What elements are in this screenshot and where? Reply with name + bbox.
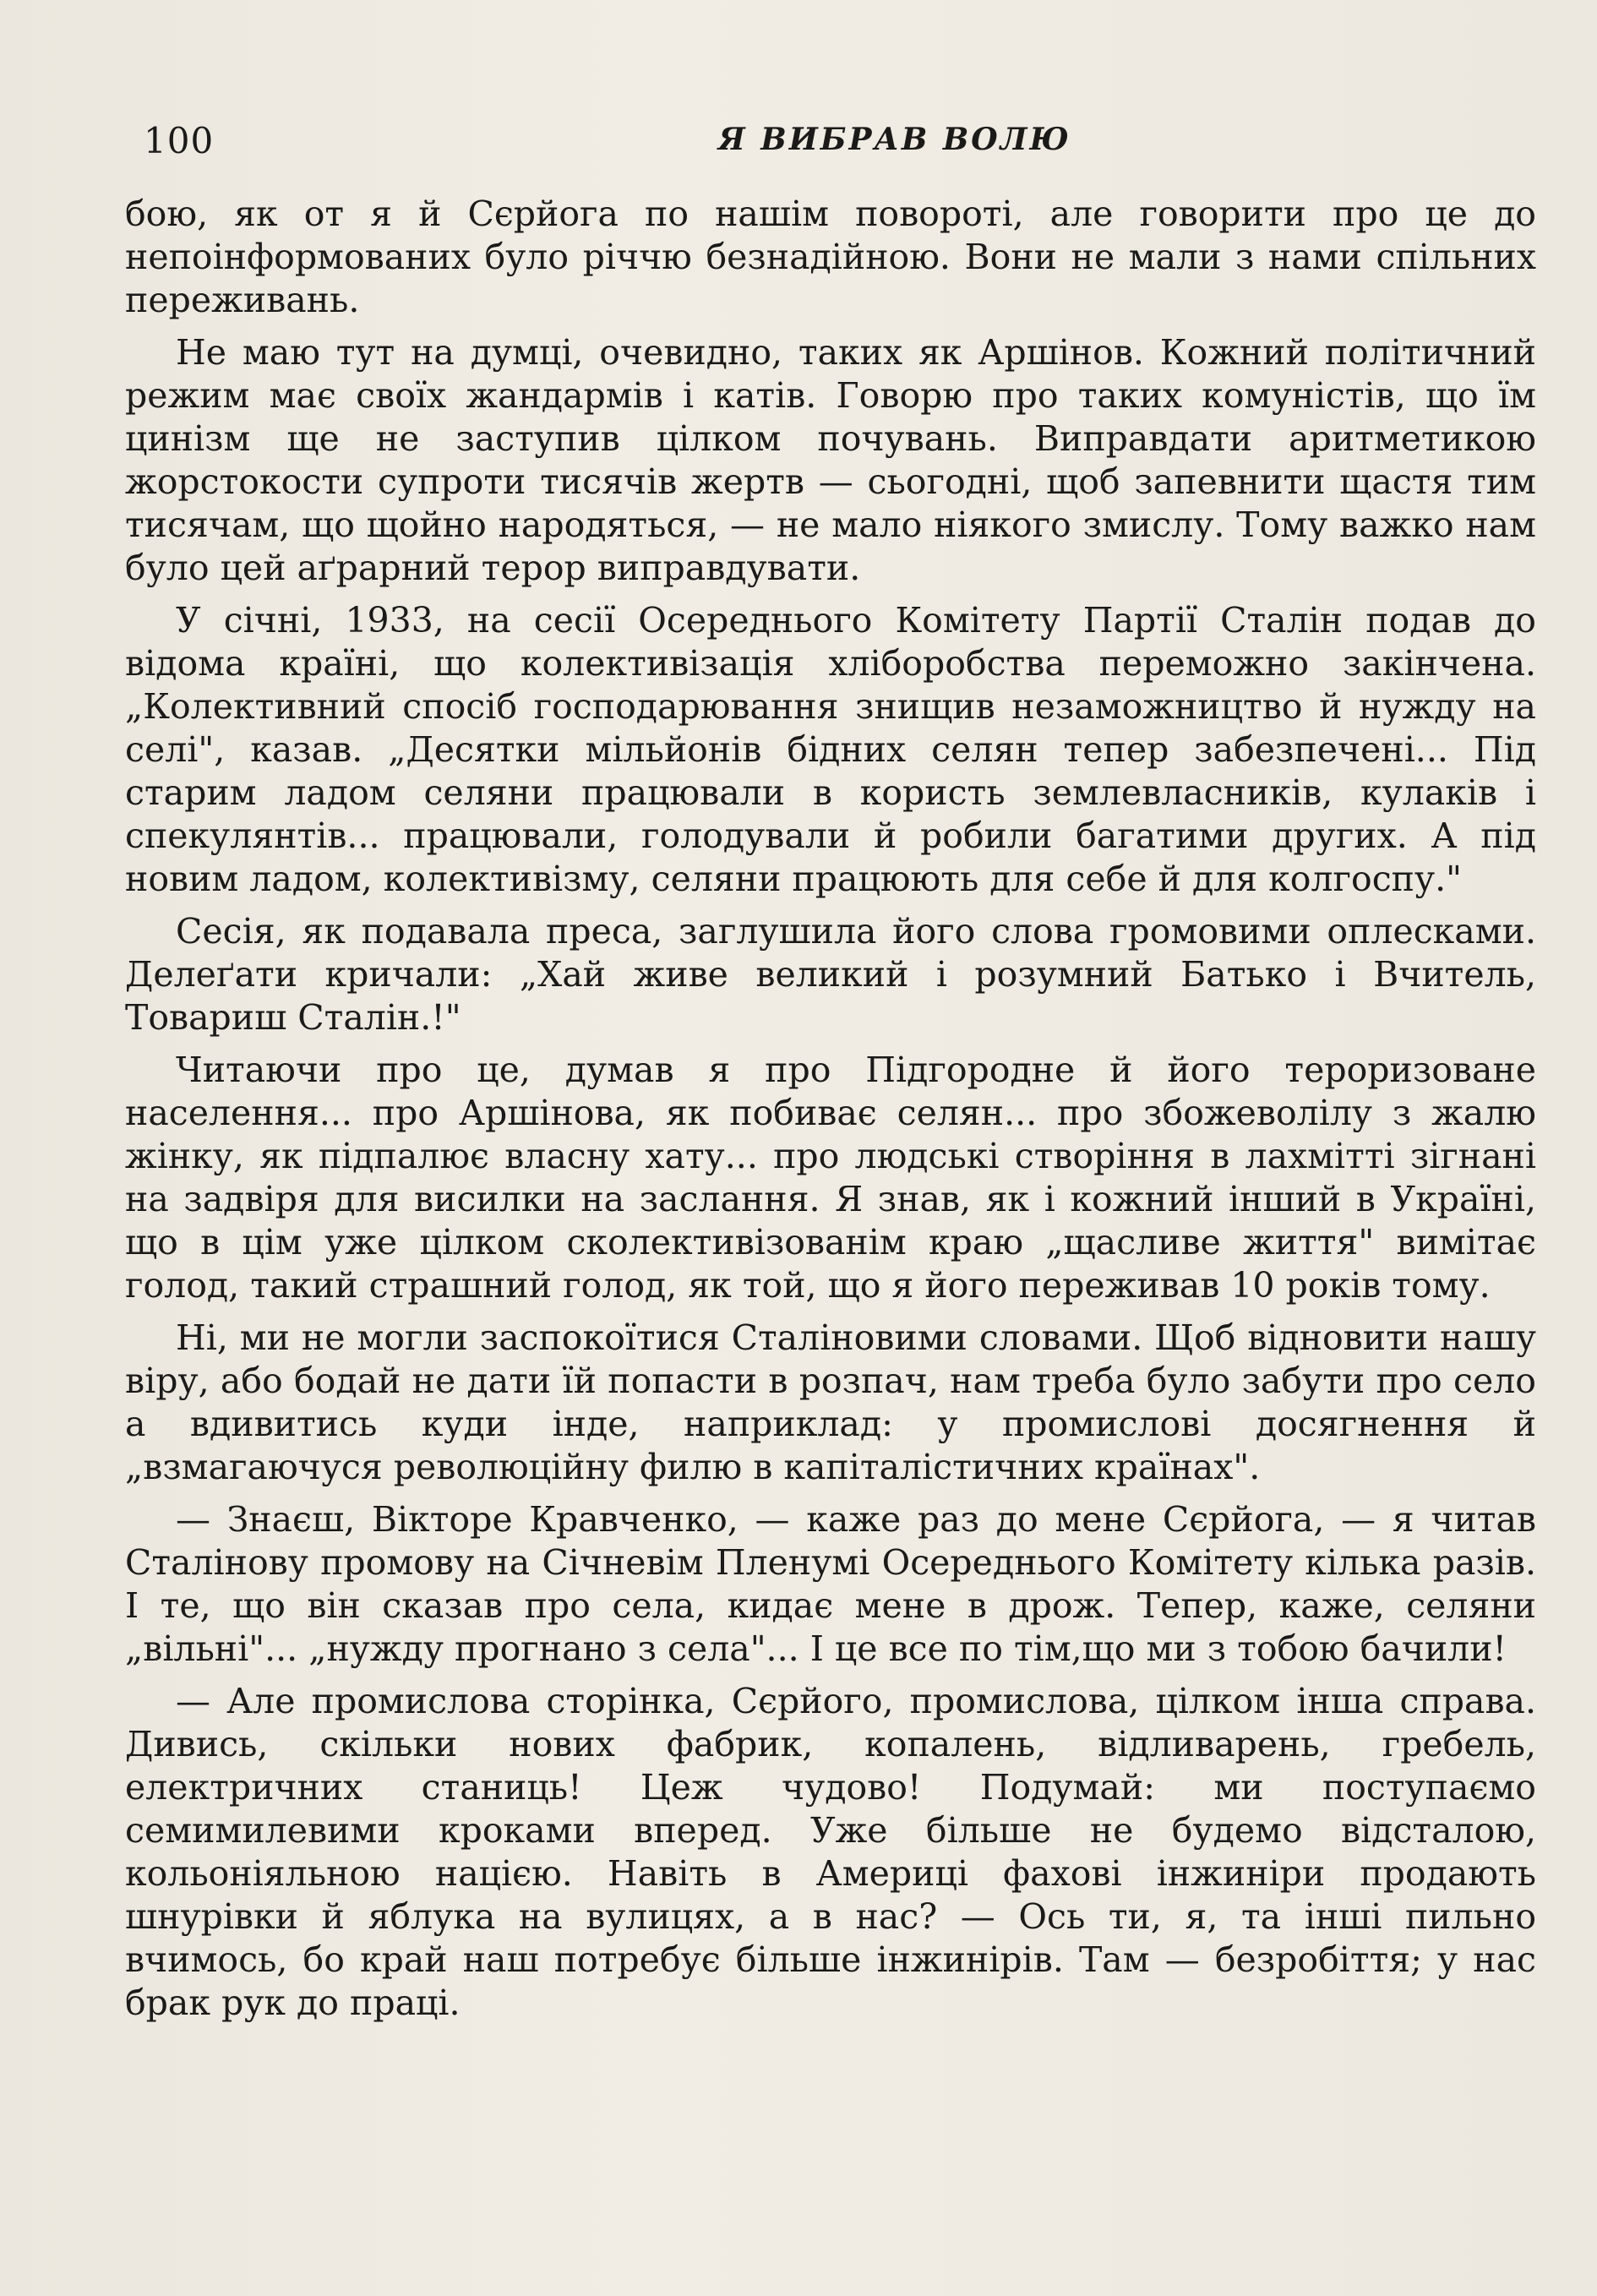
body-text: [125, 193, 1536, 2034]
running-title: Я ВИБРАВ ВОЛЮ: [718, 122, 1071, 157]
paragraph: бою, як от я й Сєрйога по нашім повороті, але говорити про це до непоінформованих було річчю безнадійною. Вони не мали з нами спільних переживань.: [125, 194, 1536, 320]
paragraph: Ні, ми не могли заспокоїтися Сталіновими словами. Щоб відновити нашу віру, або бодай не дати їй попасти в розпач, нам треба було забути про село а вдивитись куди інде, наприклад: у промислові досягнення й „взмагаючуся революційну филю в капіталістичних країнах".: [125, 1317, 1536, 1487]
paragraph: У січні, 1933, на сесії Осереднього Комітету Партії Сталін подав до відома країні, що колективізація хліборобства переможно закінчена. „Колективний спосіб господарювання знищив незаможництво й нужду на селі", казав. „Десятки мільйонів бідних селян тепер забезпечені... Під старим ладом селяни працювали в користь землевласників, кулаків і спекулянтів... працювали, голодували й робили багатими других. А під новим ладом, колективізму, селяни працюють для себе й для колгоспу.": [125, 600, 1536, 899]
paragraph: — Але промислова сторінка, Сєрйого, промислова, цілком інша справа. Дивись, скільки нових фабрик, копалень, відливарень, гребель, електричних станиць! Цеж чудово! Подумай: ми поступаємо семимилевими кроками вперед. Уже більше не будемо відсталою, кольоніяльною нацією. Навіть в Америці фахові інжиніри продають шнурівки й яблука на вулицях, а в нас? — Ось ти, я, та інші пильно вчимось, бо край наш потребує більше інжинірів. Там — безробіття; у нас брак рук до праці.: [125, 1681, 1536, 2023]
paragraph: Читаючи про це, думав я про Підгородне й його тероризоване населення... про Аршінова, як побиває селян... про збожеволілу з жалю жінку, як підпалює власну хату... про людські створіння в лахмітті зігнані на задвіря для висилки на заслання. Я знав, як і кожний інший в Україні, що в цім уже цілком сколективізованім краю „щасливе життя" вимітає голод, такий страшний голод, як той, що я його переживав 10 років тому.: [125, 1050, 1536, 1306]
paragraph: Сесія, як подавала преса, заглушила його слова громовими оплесками. Делеґати кричали: „Хай живе великий і розумний Батько і Вчитель, Товариш Сталін.!": [125, 911, 1536, 1038]
paragraph: Не маю тут на думці, очевидно, таких як Аршінов. Кожний політичний режим має своїх жандармів і катів. Говорю про таких комуністів, що їм цинізм ще не заступив цілком почувань. Виправдати аритметикою жорстокости супроти тисячів жертв — сьогодні, щоб запевнити щастя тим тисячам, що щойно народяться, — не мало ніякого змислу. Тому важко нам було цей аґрарний терор виправдувати.: [125, 332, 1536, 588]
page-header: [144, 120, 1538, 171]
page-number: 100: [144, 120, 215, 161]
paragraph: — Знаєш, Вікторе Кравченко, — каже раз до мене Сєрйога, — я читав Сталінову промову на Січневім Пленумі Осереднього Комітету кілька разів. І те, що він сказав про села, кидає мене в дрож. Тепер, каже, селяни „вільні"... „нужду прогнано з села"... І це все по тім,що ми з тобою бачили!: [125, 1499, 1536, 1669]
